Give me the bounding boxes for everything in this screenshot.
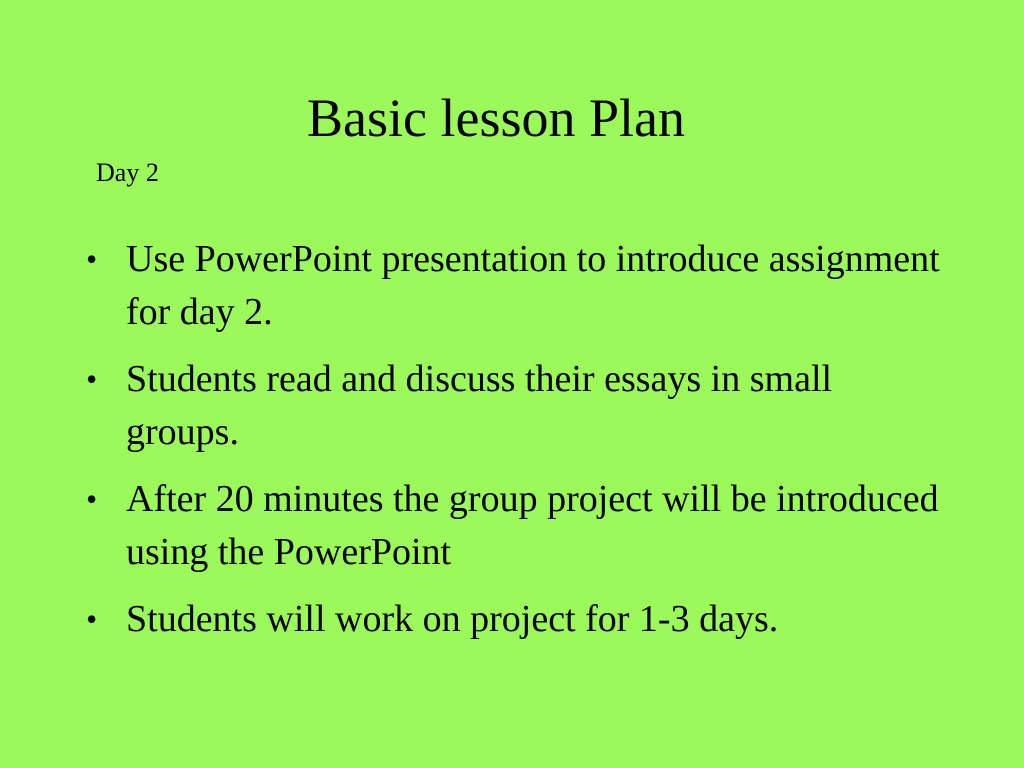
bullet-icon: •: [86, 361, 98, 397]
slide-title: Basic lesson Plan: [307, 88, 685, 148]
bullet-text: Students will work on project for 1-3 days.: [126, 598, 779, 640]
bullet-icon: •: [86, 481, 98, 517]
bullet-item: [80, 233, 940, 339]
bullet-icon: •: [86, 601, 98, 637]
bullet-list: [80, 233, 940, 660]
bullet-icon: •: [86, 241, 98, 277]
bullet-item: [80, 593, 940, 646]
bullet-item: [80, 473, 940, 579]
bullet-text: Students read and discuss their essays in small groups.: [126, 358, 833, 453]
bullet-item: [80, 353, 940, 459]
bullet-text: Use PowerPoint presentation to introduce assignment for day 2.: [126, 238, 940, 333]
slide-subtitle: Day 2: [96, 158, 159, 187]
bullet-text: After 20 minutes the group project will be introduced using the PowerPoint: [126, 478, 939, 573]
